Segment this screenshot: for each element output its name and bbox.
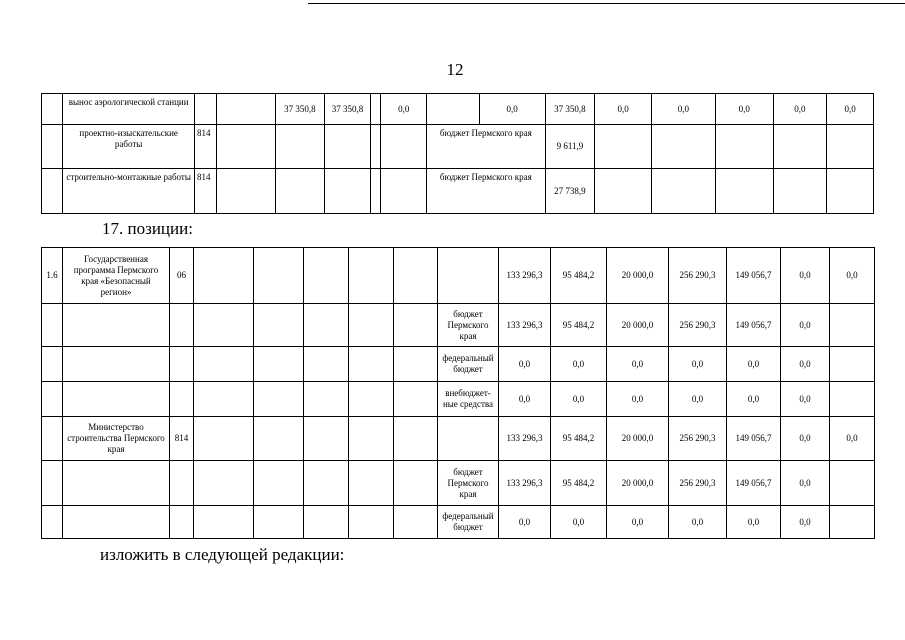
cell: 9 611,9 <box>545 125 595 169</box>
code-cell: 814 <box>195 169 217 214</box>
cell: 20 000,0 <box>607 304 669 347</box>
cell: 0,0 <box>781 417 830 461</box>
cell: 256 290,3 <box>669 304 727 347</box>
cell: 133 296,3 <box>499 461 551 506</box>
source-cell: внебюджет-ные средства <box>438 382 499 417</box>
cell: 133 296,3 <box>499 304 551 347</box>
cell: 20 000,0 <box>607 461 669 506</box>
row-name: Государственная программа Пермского края «Безопасный регион» <box>63 248 170 304</box>
cell: 0,0 <box>551 506 607 539</box>
source-cell: бюджет Пермского края <box>427 125 546 169</box>
cell: 0,0 <box>651 94 715 125</box>
code-cell: 06 <box>170 248 194 304</box>
table-continuation <box>41 93 874 214</box>
row-number: 1.6 <box>42 248 63 304</box>
cell: 0,0 <box>715 94 773 125</box>
cell: 149 056,7 <box>727 248 781 304</box>
row-name: проектно-изыскательские работы <box>63 125 195 169</box>
cell: 256 290,3 <box>669 461 727 506</box>
cell: 27 738,9 <box>545 169 595 214</box>
table-row <box>42 169 874 214</box>
cell: 0,0 <box>607 506 669 539</box>
table-row <box>42 248 875 304</box>
cell: 0,0 <box>607 382 669 417</box>
table-row <box>42 506 875 539</box>
code-cell: 814 <box>170 417 194 461</box>
cell: 95 484,2 <box>551 304 607 347</box>
cell: 0,0 <box>669 506 727 539</box>
cell: 0,0 <box>830 248 875 304</box>
cell: 0,0 <box>781 248 830 304</box>
source-cell: бюджет Пермского края <box>438 304 499 347</box>
cell: 37 350,8 <box>545 94 595 125</box>
cell: 0,0 <box>551 382 607 417</box>
cell: 0,0 <box>781 506 830 539</box>
table-row <box>42 382 875 417</box>
cell: 0,0 <box>499 382 551 417</box>
table-row <box>42 417 875 461</box>
cell: 149 056,7 <box>727 461 781 506</box>
row-name: Министерство строительства Пермского края <box>63 417 170 461</box>
cell: 0,0 <box>727 347 781 382</box>
source-cell: федеральный бюджет <box>438 347 499 382</box>
cell: 0,0 <box>551 347 607 382</box>
cell: 0,0 <box>781 347 830 382</box>
cell: 0,0 <box>781 304 830 347</box>
cell: 0,0 <box>830 417 875 461</box>
cell: 0,0 <box>669 347 727 382</box>
cell: 149 056,7 <box>727 417 781 461</box>
cell: 37 350,8 <box>324 94 371 125</box>
cell: 0,0 <box>773 94 827 125</box>
source-cell: федеральный бюджет <box>438 506 499 539</box>
cell: 20 000,0 <box>607 417 669 461</box>
cell: 0,0 <box>381 94 427 125</box>
code-cell: 814 <box>195 125 217 169</box>
section-heading: 17. позиции: <box>102 219 193 238</box>
cell: 95 484,2 <box>551 461 607 506</box>
cell: 37 350,8 <box>276 94 325 125</box>
source-cell: бюджет Пермского края <box>438 461 499 506</box>
cell: 0,0 <box>781 461 830 506</box>
cell: 0,0 <box>669 382 727 417</box>
row-name: вынос аэрологической станции <box>63 94 195 125</box>
row-name: строительно-монтажные работы <box>63 169 195 214</box>
table-row <box>42 461 875 506</box>
top-rule <box>308 3 905 4</box>
cell: 0,0 <box>499 347 551 382</box>
footer-text: изложить в следующей редакции: <box>100 545 345 564</box>
cell: 0,0 <box>479 94 545 125</box>
cell: 133 296,3 <box>499 417 551 461</box>
cell: 95 484,2 <box>551 248 607 304</box>
cell: 0,0 <box>607 347 669 382</box>
page-number: 12 <box>446 60 464 79</box>
cell: 0,0 <box>595 94 652 125</box>
cell: 0,0 <box>727 506 781 539</box>
source-cell: бюджет Пермского края <box>427 169 546 214</box>
table-row <box>42 347 875 382</box>
cell: 0,0 <box>827 94 874 125</box>
cell: 149 056,7 <box>727 304 781 347</box>
cell: 133 296,3 <box>499 248 551 304</box>
table-row <box>42 94 874 125</box>
table-row <box>42 125 874 169</box>
cell: 95 484,2 <box>551 417 607 461</box>
cell: 0,0 <box>781 382 830 417</box>
cell: 0,0 <box>727 382 781 417</box>
cell: 256 290,3 <box>669 417 727 461</box>
table-positions <box>41 247 875 539</box>
cell: 256 290,3 <box>669 248 727 304</box>
cell: 20 000,0 <box>607 248 669 304</box>
cell: 0,0 <box>499 506 551 539</box>
table-row <box>42 304 875 347</box>
